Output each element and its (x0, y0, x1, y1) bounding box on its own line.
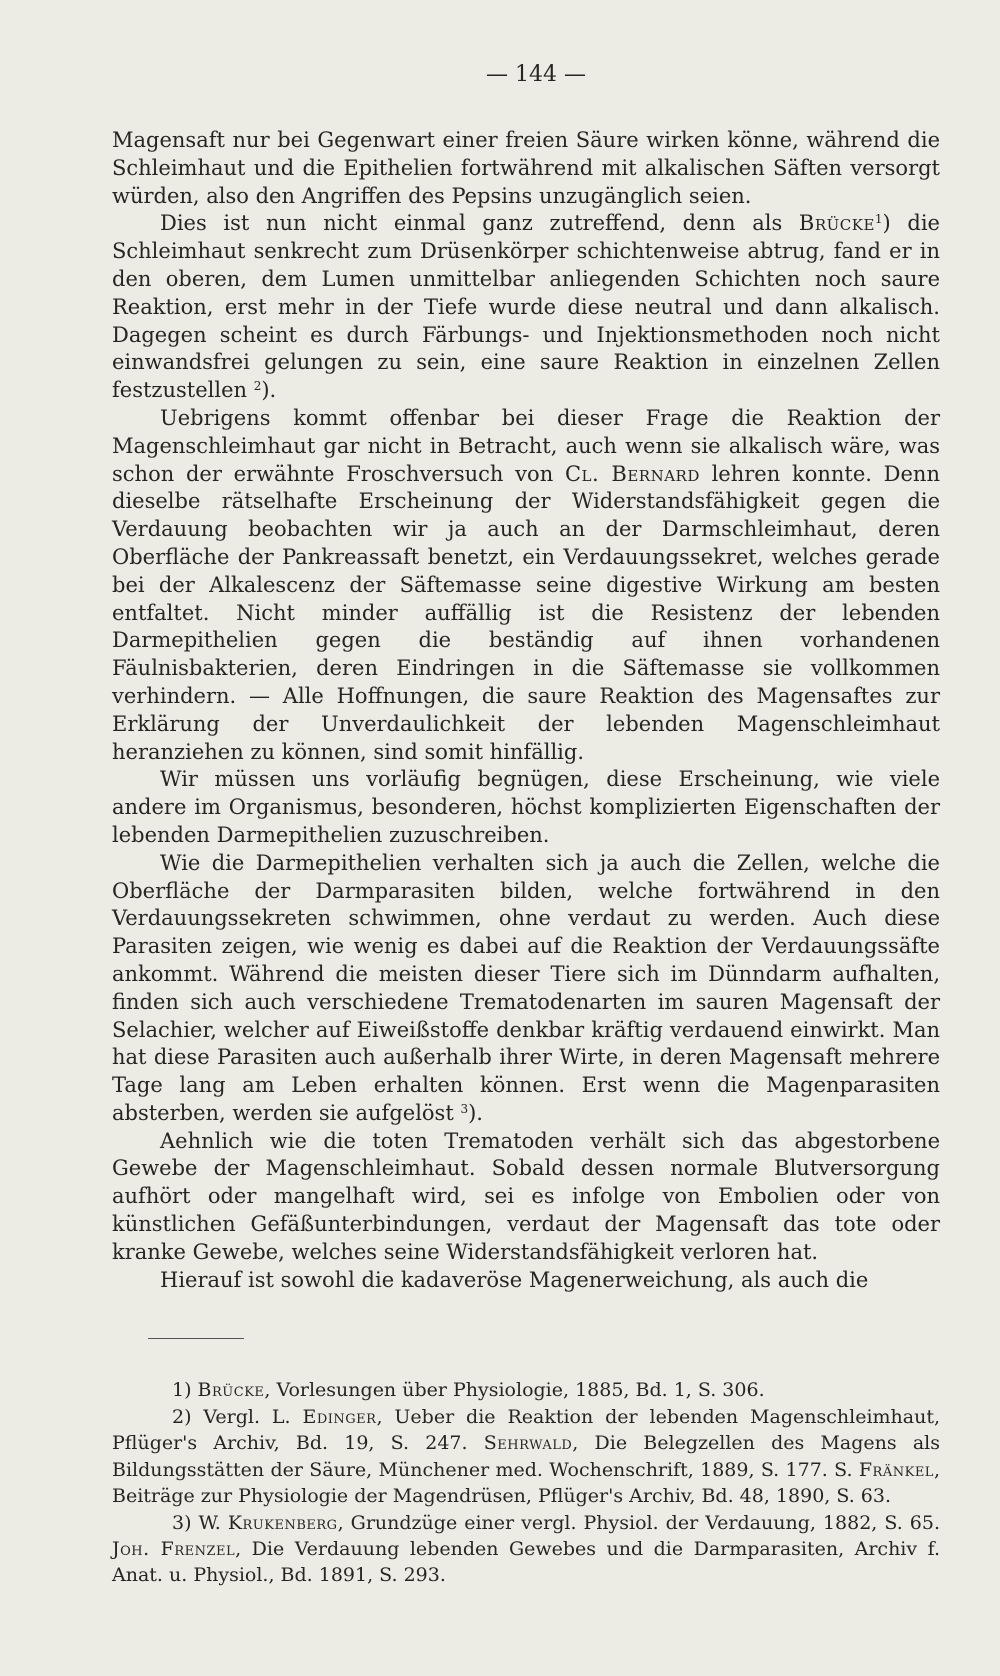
paragraph-3 (112, 405, 940, 766)
author-name-bruecke: Brücke (798, 211, 875, 236)
paragraph-2-text-c: ). (261, 378, 277, 403)
footnote-1-text: , Vorlesungen über Physiologie, 1885, Bd. 1, S. 306. (264, 1379, 765, 1402)
footnote-2-author-sehrwald: Sehrwald (483, 1432, 573, 1455)
footnote-2-text-d: , Beiträge zur Physiologie der Magendrüsen, Pflüger's Archiv, Bd. 48, 1890, S. 63. (112, 1458, 940, 1508)
paragraph-7: Hierauf ist sowohl die kadaveröse Magenerweichung, als auch die (160, 1267, 869, 1292)
footnote-3-text-c: , Die Verdauung lebenden Gewebes und die Darmparasiten, Archiv f. Anat. u. Physiol., Bd. 1891, S. 293. (112, 1537, 940, 1587)
paragraph-5 (112, 850, 940, 1128)
footnote-ref-1[interactable]: 1 (874, 212, 883, 227)
paragraph-5-text-b: ). (468, 1100, 483, 1125)
body-text (112, 127, 940, 1294)
footnote-2-text-c: , Die Belegzellen des Magens als Bildungsstätten der Säure, Münchener med. Wochenschrift, 1889, S. 177. S. (112, 1432, 940, 1481)
footnote-ref-2[interactable]: 2 (253, 379, 262, 394)
footnote-1 (112, 1377, 940, 1403)
footnotes (112, 1377, 940, 1588)
footnote-3-text-b: , Grundzüge einer vergl. Physiol. der Verdauung, 1882, S. 65. (337, 1511, 941, 1534)
footnote-divider (148, 1338, 244, 1339)
footnote-2-text-a: 2) Vergl. L. (172, 1405, 303, 1428)
footnote-2-text-b: , Ueber die Reaktion der lebenden Magenschleimhaut, Pflüger's Archiv, Bd. 19, S. 247. (112, 1405, 941, 1455)
paragraph-2 (112, 210, 940, 405)
paragraph-1: Magensaft nur bei Gegenwart einer freien Säure wirken könne, während die Schleimhaut und die Epithelien fortwährend mit alkalischen Säften versorgt würden, also den Angriffen des Pepsins unzugänglich seien. (112, 128, 940, 208)
footnote-3-text-a: 3) W. (172, 1511, 228, 1534)
page-number: — 144 — (486, 62, 586, 87)
footnote-ref-3[interactable]: 3 (460, 1101, 469, 1116)
paragraph-2-text-b: ) die Schleimhaut senkrecht zum Drüsenkörper schichtenweise abtrug, fand er in den oberen, dem Lumen unmittelbar anliegenden Schichten noch saure Reaktion, erst mehr in der Tiefe wurde diese neutral und dann alkalisch. Dagegen scheint es durch Färbungs- und Injektionsmethoden noch nicht einwandsfrei gelungen zu sein, eine saure Reaktion in einzelnen Zellen festzustellen (112, 211, 940, 403)
paragraph-3-text-b: lehren konnte. Denn dieselbe rätselhafte Erscheinung der Widerstandsfähigkeit gegen die Verdauung beobachten wir ja auch an der Darmschleimhaut, deren Oberfläche der Pankreassaft benetzt, ein Verdauungssekret, welches gerade bei der Alkalescenz der Säftemasse seine digestive Wirkung am besten entfaltet. Nicht minder auffällig ist die Resistenz der lebenden Darmepithelien gegen die beständig auf ihnen vorhandenen Fäulnisbakterien, deren Eindringen in die Säftemasse sie vollkommen verhindern. — Alle Hoffnungen, die saure Reaktion des Magensaftes zur Erklärung der Unverdaulichkeit der lebenden Magenschleimhaut heranziehen zu können, sind somit hinfällig. (112, 461, 940, 764)
footnote-2 (112, 1404, 940, 1510)
footnote-2-author-fraenkel: Fränkel (858, 1458, 934, 1481)
footnote-3-author-krukenberg: Krukenberg (227, 1511, 338, 1534)
paragraph-4: Wir müssen uns vorläufig begnügen, diese Erscheinung, wie viele andere im Organismus, besonderen, höchst komplizierten Eigenschaften der lebenden Darmepithelien zuzuschreiben. (112, 767, 940, 847)
footnote-3 (112, 1510, 940, 1589)
author-name-bernard: Cl. Bernard (564, 461, 700, 486)
paragraph-2-text-a: Dies ist nun nicht einmal ganz zutreffend, denn als (160, 211, 799, 236)
paragraph-3-text-a: Uebrigens kommt offenbar bei dieser Frage die Reaktion der Magenschleimhaut gar nicht in Betracht, auch wenn sie alkalisch wäre, was schon der erwähnte Froschversuch von (112, 405, 940, 486)
paragraph-5-text-a: Wie die Darmepithelien verhalten sich ja auch die Zellen, welche die Oberfläche der Darmparasiten bilden, welche fortwährend in den Verdauungssekreten schwimmen, ohne verdaut zu werden. Auch diese Parasiten zeigen, wie wenig es dabei auf die Reaktion der Verdauungssäfte ankommt. Während die meisten dieser Tiere sich im Dünndarm aufhalten, finden sich auch verschiedene Trematodenarten im sauren Magensaft der Selachier, welcher auf Eiweißstoffe denkbar kräftig verdauend einwirkt. Man hat diese Parasiten auch außerhalb ihrer Wirte, in deren Magensaft mehrere Tage lang am Leben erhalten können. Erst wenn die Magenparasiten absterben, werden sie aufgelöst (112, 850, 940, 1125)
footnote-2-author-edinger: Edinger (302, 1405, 377, 1428)
footnote-1-number: 1) (172, 1379, 198, 1402)
paragraph-6: Aehnlich wie die toten Trematoden verhält sich das abgestorbene Gewebe der Magenschleimhaut. Sobald dessen normale Blutversorgung aufhört oder mangelhaft wird, sei es infolge von Embolien oder von künstlichen Gefäßunterbindungen, verdaut der Magensaft das tote oder kranke Gewebe, welches seine Widerstandsfähigkeit verloren hat. (112, 1128, 940, 1264)
footnote-3-author-frenzel: Joh. Frenzel (112, 1537, 236, 1560)
footnote-1-author: Brücke (197, 1379, 265, 1402)
